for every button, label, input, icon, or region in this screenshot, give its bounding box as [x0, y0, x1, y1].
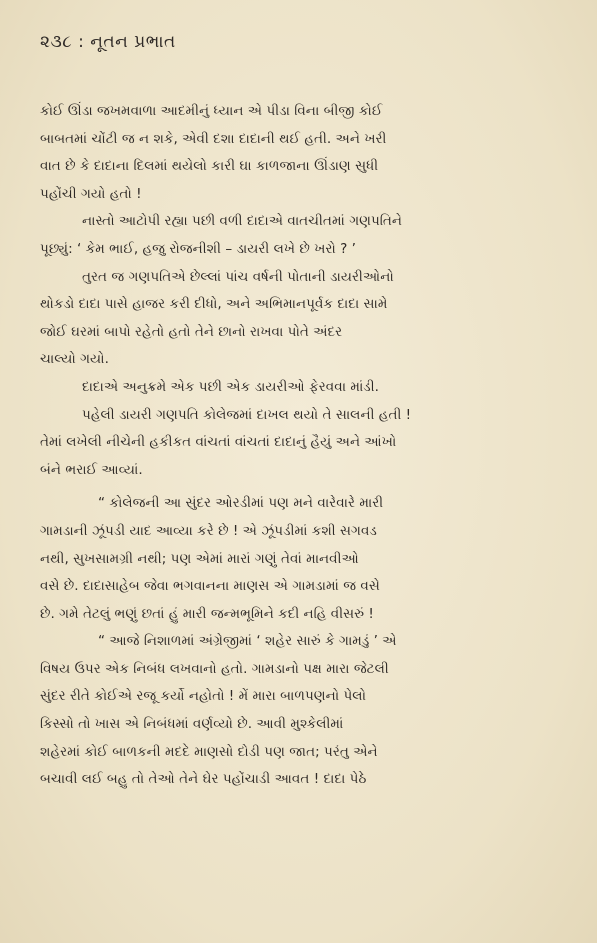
text-line: બચાવી લઈ બહુ તો તેઓ તેને ઘેર પહોંચાડી આવત ! દાદા પેઠે — [40, 771, 367, 788]
text-line: દાદાએ અનુક્રમે એક પછી એક ડાયરીઓ ફેરવવા માંડી. — [82, 378, 379, 395]
paragraph-6 — [40, 490, 576, 628]
text-line: તેમાં લખેલી નીચેની હકીકત વાંચતાં વાંચતાં દાદાનું હૈયું અને આંખો — [40, 434, 397, 451]
text-line: કિસ્સો તો ખાસ એ નિબંધમાં વર્ણવ્યો છે. આવી મુશ્કેલીમાં — [40, 716, 344, 733]
text-line: વસે છે. દાદાસાહેબ જેવા ભગવાનના માણસ એ ગામડામાં જ વસે — [40, 578, 380, 595]
paragraph-4 — [40, 374, 576, 402]
text-line: સુંદર રીતે કોઈએ રજૂ કર્યો નહોતો ! મેં મારા બાળપણનો પેલો — [40, 688, 366, 705]
text-line: નાસ્તો આટોપી રહ્યા પછી વળી દાદાએ વાતચીતમાં ગણપતિને — [82, 213, 403, 230]
text-line: પહેલી ડાયરી ગણપતિ કોલેજમાં દાખલ થયો તે સાલની હતી ! — [82, 406, 412, 423]
text-line: ચાલ્યો ગયો. — [40, 351, 109, 368]
body-text — [40, 98, 576, 794]
text-line: પૂછ્યું: ‘ કેમ ભાઈ, હજુ રોજનીશી – ડાયરી લખે છે ખરો ? ’ — [40, 240, 356, 257]
paragraph-2 — [40, 208, 576, 263]
text-line: “ કોલેજની આ સુંદર ઓરડીમાં પણ મને વારેવારે મારી — [98, 495, 384, 512]
book-title: નૂતન પ્રભાત — [90, 32, 176, 52]
page-number: ૨૩૮ — [40, 32, 73, 52]
text-line: જોઈ ઘરમાં બાપો રહેતો હતો તેને છાનો રાખવા પોતે અંદર — [40, 323, 343, 340]
text-line: પહોંચી ગયો હતો ! — [40, 185, 142, 202]
text-line: વિષય ઉપર એક નિબંધ લખવાનો હતો. ગામડાનો પક્ષ મારા જેટલી — [40, 660, 389, 677]
text-line: થોકડો દાદા પાસે હાજર કરી દીધો, અને અભિમાનપૂર્વક દાદા સામે — [40, 296, 388, 313]
text-line: નથી, સુખસામગ્રી નથી; પણ એમાં મારાં ગણું તેવાં માનવીઓ — [40, 550, 359, 567]
text-line: શહેરમાં કોઈ બાળકની મદદે માણસો દોડી પણ જાત; પરંતુ એને — [40, 743, 378, 760]
text-line: બાબતમાં ચોંટી જ ન શકે, એવી દશા દાદાની થઈ હતી. અને ખરી — [40, 130, 387, 147]
text-line: બંને ભરાઈ આવ્યાં. — [40, 461, 143, 478]
text-line: વાત છે કે દાદાના દિલમાં થયેલો કારી ઘા કાળજાના ઊંડાણ સુધી — [40, 158, 379, 175]
paragraph-7 — [40, 628, 576, 794]
text-line: છે. ગમે તેટલું ભણું છતાં હું મારી જન્મભૂમિને કદી નહિ વીસરું ! — [40, 605, 374, 622]
header-separator: : — [78, 32, 85, 52]
text-line: તુરત જ ગણપતિએ છેલ્લાં પાંચ વર્ષની પોતાની ડાયરીઓનો — [82, 268, 394, 285]
running-head — [40, 32, 176, 52]
text-line: કોઈ ઊંડા જખમવાળા આદમીનું ધ્યાન એ પીડા વિના બીજી કોઈ — [40, 103, 383, 119]
paragraph-1 — [40, 98, 576, 208]
text-line: “ આજે નિશાળમાં અંગ્રેજીમાં ‘ શહેર સારું કે ગામડું ’ એ — [98, 633, 397, 650]
paragraph-5 — [40, 402, 576, 485]
paragraph-3 — [40, 264, 576, 374]
text-line: ગામડાની ઝૂંપડી યાદ આવ્યા કરે છે ! એ ઝૂંપડીમાં કશી સગવડ — [40, 522, 377, 539]
